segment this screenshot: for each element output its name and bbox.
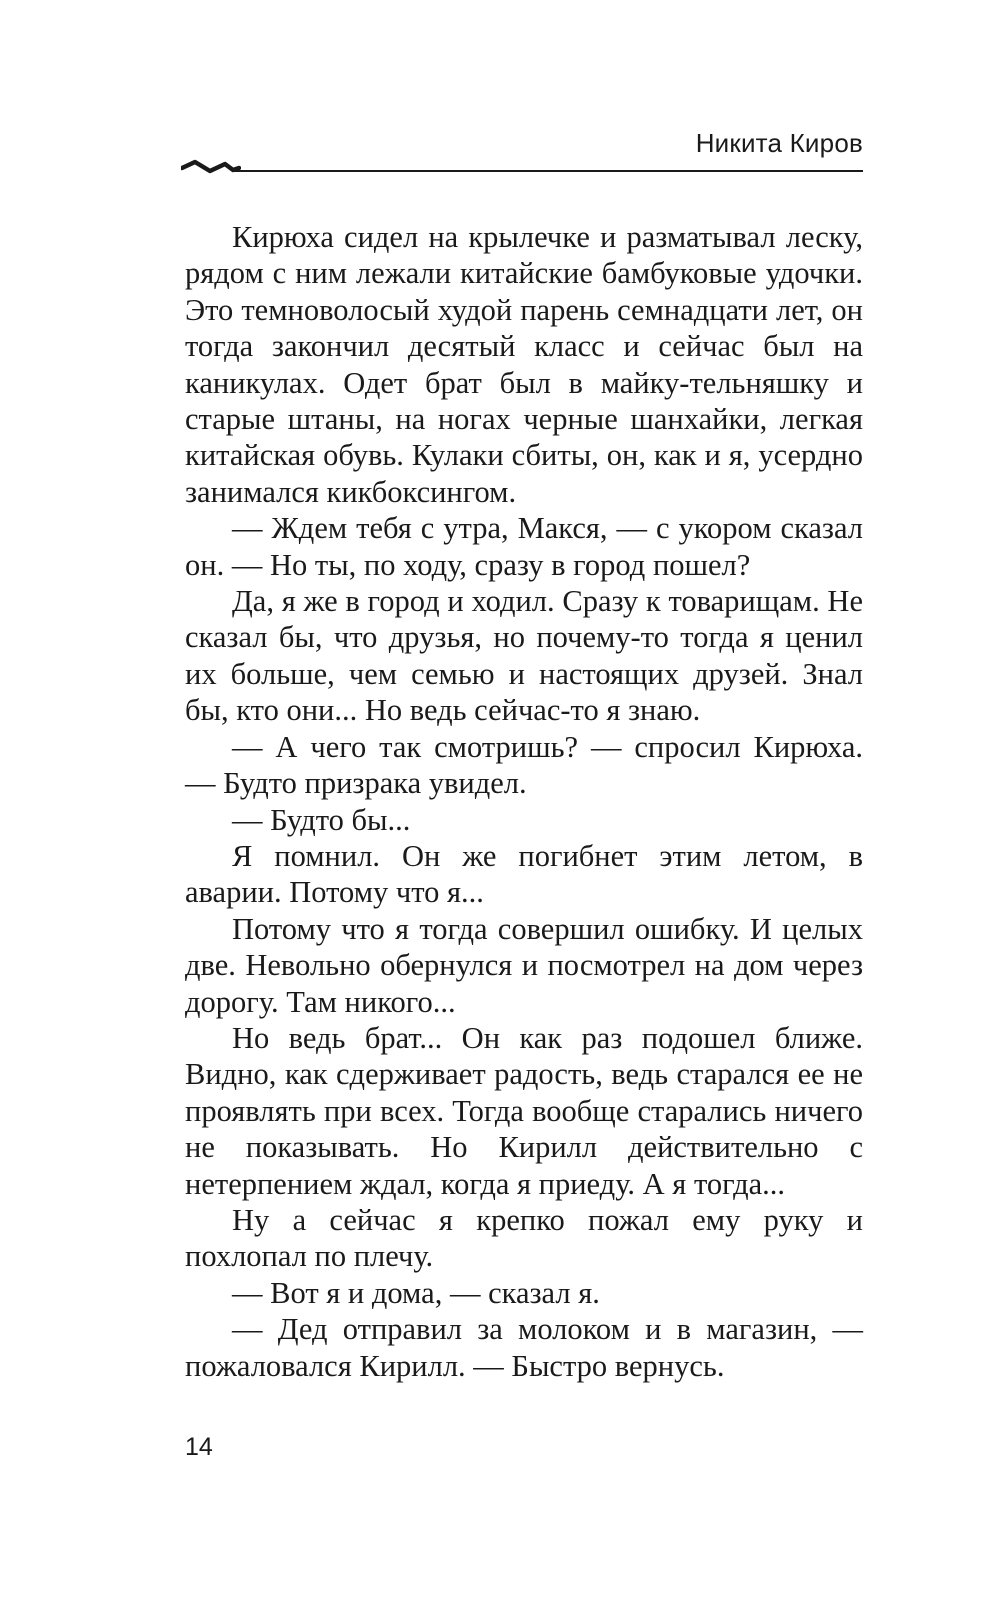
paragraph: — Дед отправил за молоком и в магазин, — пожаловался Кирилл. — Быстро вернусь. [185, 1312, 863, 1383]
paragraph: Кирюха сидел на крылечке и разматывал леску, рядом с ним лежали китайские бамбуковые удочки. Это темноволосый худой парень семнадцати лет, он тогда закончил десятый класс и сейчас был на каникулах. Одет брат был в майку-тельняшку и старые штаны, на ногах черные шанхайки, легкая китайская обувь. Кулаки сбиты, он, как и я, усердно занимался кикбоксингом. [185, 220, 863, 509]
page-number: 14 [185, 1433, 213, 1461]
paragraph: Потому что я тогда совершил ошибку. И целых две. Невольно обернулся и посмотрел на дом через дорогу. Там никого... [185, 911, 863, 1019]
paragraph: — Ждем тебя с утра, Макся, — с укором сказал он. — Но ты, по ходу, сразу в город пошел? [185, 511, 863, 582]
paragraph: — Вот я и дома, — сказал я. [232, 1275, 600, 1310]
header-rule [232, 170, 863, 172]
paragraph: Я помнил. Он же погибнет этим летом, в аварии. Потому что я... [185, 838, 863, 910]
paragraph: Но ведь брат... Он как раз подошел ближе. Видно, как сдерживает радость, ведь старался ее не проявлять при всех. Тогда вообще старались ничего не показывать. Но Кирилл действительно с нетерпением ждал, когда я приеду. А я тогда... [185, 1020, 863, 1201]
paragraph: Ну а сейчас я крепко пожал ему руку и похлопал по плечу. [185, 1202, 863, 1274]
running-head-author: Никита Киров [695, 128, 863, 158]
paragraph: Да, я же в город и ходил. Сразу к товарищам. Не сказал бы, что друзья, но почему-то тогда я ценил их больше, чем семью и настоящих друзей. Знал бы, кто они... Но ведь сейчас-то я знаю. [185, 584, 863, 728]
header-ornament-icon [181, 151, 241, 177]
paragraph: — Будто бы... [232, 802, 411, 837]
body-text [185, 219, 863, 1384]
paragraph: — А чего так смотришь? — спросил Кирюха. — Будто призрака увидел. [185, 729, 863, 801]
